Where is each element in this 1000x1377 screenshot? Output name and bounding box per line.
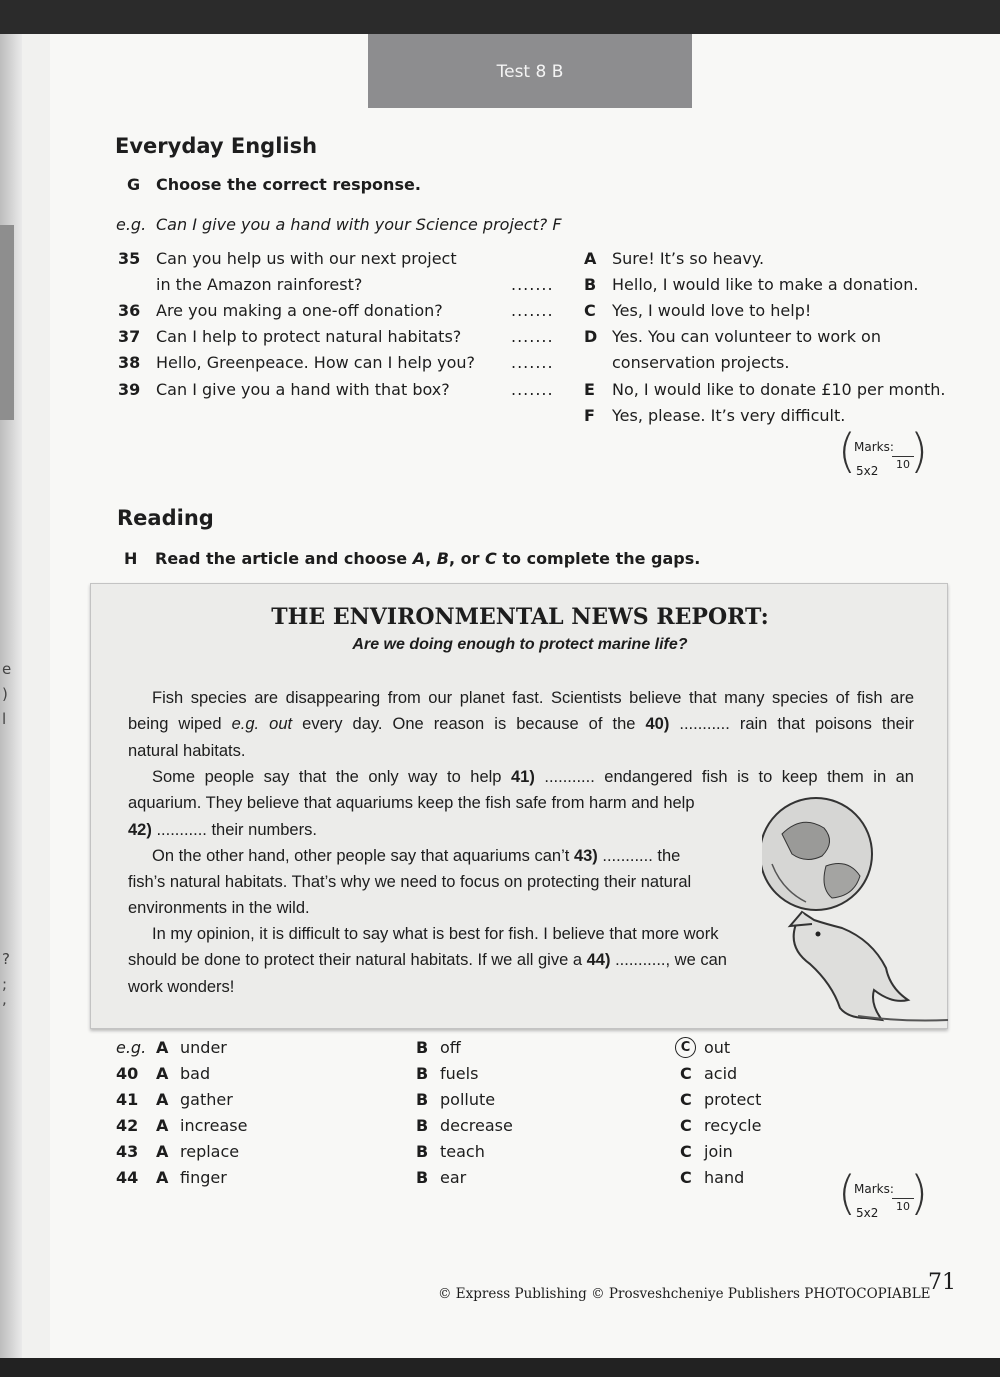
option-letter: C [680, 1142, 692, 1161]
question-number: 37 [118, 327, 141, 346]
margin-mark: , [2, 990, 7, 1008]
response-text: Yes, I would love to help! [612, 301, 812, 320]
response-text: No, I would like to donate £10 per month. [612, 380, 946, 399]
response-text: Sure! It’s so heavy. [612, 249, 765, 268]
circled-answer-c: C [675, 1037, 696, 1058]
task-instruction: Read the article and choose A, B, or C to complete the gaps. [155, 549, 701, 568]
question-text: Are you making a one-off donation? [156, 301, 443, 320]
option-letter: A [156, 1142, 169, 1161]
option-row-label: 43 [116, 1142, 139, 1161]
option-letter: B [416, 1064, 429, 1083]
option-b[interactable]: decrease [440, 1116, 513, 1135]
example-text: Can I give you a hand with your Science project? F [156, 215, 562, 234]
article-line: should be done to protect their natural habitats. If we all give a 44) ..........., we can [128, 951, 727, 969]
answer-blank[interactable]: ....... [511, 301, 554, 320]
option-row-label: 41 [116, 1090, 139, 1109]
marks-bracket: ( [838, 1166, 856, 1220]
option-c[interactable]: out [704, 1038, 731, 1057]
task-letter: G [127, 175, 141, 194]
margin-mark: ) [2, 685, 8, 703]
scan-bottom-edge [0, 1358, 1000, 1377]
previous-page-edge [0, 225, 14, 420]
marks-bracket: ) [910, 424, 928, 478]
option-letter: A [156, 1116, 169, 1135]
option-a[interactable]: finger [180, 1168, 227, 1187]
option-b[interactable]: ear [440, 1168, 467, 1187]
margin-mark: ; [2, 975, 8, 993]
article-line: natural habitats. [128, 742, 246, 760]
margin-mark: ? [2, 950, 10, 968]
article-line: work wonders! [128, 978, 235, 996]
response-letter: C [584, 301, 596, 320]
option-letter: C [680, 1064, 692, 1083]
option-b[interactable]: off [440, 1038, 461, 1057]
option-letter: B [416, 1116, 429, 1135]
option-letter: B [416, 1038, 429, 1057]
article-line: fish’s natural habitats. That’s why we need to focus on protecting their natural [128, 873, 692, 891]
option-letter: C [680, 1116, 692, 1135]
answer-blank[interactable]: ....... [511, 380, 554, 399]
response-letter: D [584, 327, 598, 346]
option-b[interactable]: teach [440, 1142, 485, 1161]
copyright-footer: © Express Publishing © Prosveshcheniye Publishers PHOTOCOPIABLE [438, 1286, 931, 1302]
marks-box [838, 424, 928, 484]
option-row-label: 42 [116, 1116, 139, 1135]
question-text: Hello, Greenpeace. How can I help you? [156, 353, 475, 372]
option-c[interactable]: join [704, 1142, 733, 1161]
article-line: being wiped e.g. out every day. One reason is because of the 40) ........... rain that poisons their [128, 715, 914, 733]
marks-max: 10 [896, 458, 910, 471]
response-text: Hello, I would like to make a donation. [612, 275, 919, 294]
article-line: In my opinion, it is difficult to say what is best for fish. I believe that more work [152, 925, 719, 943]
article-line: On the other hand, other people say that aquariums can’t 43) ........... the [152, 847, 681, 865]
page-header-title: Test 8 B [496, 62, 564, 82]
question-number: 38 [118, 353, 141, 372]
section-title-reading: Reading [117, 506, 214, 530]
option-letter: B [416, 1168, 429, 1187]
dolphin-globe-illustration [762, 794, 950, 1026]
marks-max: 10 [896, 1200, 910, 1213]
option-letter: B [416, 1142, 429, 1161]
option-a[interactable]: replace [180, 1142, 240, 1161]
marks-box [838, 1166, 928, 1226]
answer-blank[interactable]: ....... [511, 327, 554, 346]
option-row-label: 40 [116, 1064, 139, 1083]
article-line: aquarium. They believe that aquariums keep the fish safe from harm and help [128, 794, 695, 812]
option-letter: B [416, 1090, 429, 1109]
answer-blank[interactable]: ....... [511, 275, 554, 294]
marks-format: 5x2 [856, 464, 879, 478]
answer-blank[interactable]: ....... [511, 353, 554, 372]
option-c[interactable]: protect [704, 1090, 762, 1109]
question-text: in the Amazon rainforest? [156, 275, 363, 294]
option-c[interactable]: hand [704, 1168, 745, 1187]
response-text: conservation projects. [612, 353, 790, 372]
option-a[interactable]: increase [180, 1116, 248, 1135]
marks-bracket: ( [838, 424, 856, 478]
option-b[interactable]: pollute [440, 1090, 496, 1109]
marks-label: Marks: [854, 1182, 894, 1196]
response-letter: B [584, 275, 597, 294]
option-a[interactable]: under [180, 1038, 227, 1057]
question-text: Can I help to protect natural habitats? [156, 327, 462, 346]
page-number: 71 [928, 1270, 956, 1295]
option-c[interactable]: acid [704, 1064, 738, 1083]
option-letter: A [156, 1038, 169, 1057]
marks-bracket: ) [910, 1166, 928, 1220]
question-text: Can you help us with our next project [156, 249, 457, 268]
scan-top-edge [0, 0, 1000, 34]
article-line: Fish species are disappearing from our planet fast. Scientists believe that many species of fish are [152, 689, 914, 707]
response-text: Yes, please. It’s very difficult. [612, 406, 846, 425]
option-row-label: e.g. [116, 1038, 147, 1057]
article-title: THE ENVIRONMENTAL NEWS REPORT: [271, 604, 769, 630]
article-line: 42) ........... their numbers. [128, 821, 317, 839]
option-letter: A [156, 1090, 169, 1109]
article-line: environments in the wild. [128, 899, 310, 917]
section-title-everyday-english: Everyday English [115, 134, 318, 158]
example-label: e.g. [116, 215, 147, 234]
option-a[interactable]: bad [180, 1064, 211, 1083]
margin-mark: l [2, 710, 7, 728]
task-letter: H [124, 549, 138, 568]
option-row-label: 44 [116, 1168, 139, 1187]
response-letter: F [584, 406, 595, 425]
option-a[interactable]: gather [180, 1090, 233, 1109]
response-letter: E [584, 380, 595, 399]
option-letter: A [156, 1064, 169, 1083]
marks-label: Marks: [854, 440, 894, 454]
task-instruction: Choose the correct response. [156, 175, 421, 194]
marks-format: 5x2 [856, 1206, 879, 1220]
article-line: Some people say that the only way to help 41) ........... endangered fish is to keep them in an [152, 768, 914, 786]
question-number: 39 [118, 380, 141, 399]
article-subtitle: Are we doing enough to protect marine life? [352, 636, 688, 653]
question-number: 35 [118, 249, 141, 268]
question-text: Can I give you a hand with that box? [156, 380, 450, 399]
response-letter: A [584, 249, 597, 268]
response-text: Yes. You can volunteer to work on [612, 327, 881, 346]
option-letter: C [680, 1168, 692, 1187]
option-letter: A [156, 1168, 169, 1187]
option-b[interactable]: fuels [440, 1064, 479, 1083]
option-c[interactable]: recycle [704, 1116, 762, 1135]
margin-mark: e [2, 660, 12, 678]
question-number: 36 [118, 301, 141, 320]
option-letter: C [680, 1090, 692, 1109]
